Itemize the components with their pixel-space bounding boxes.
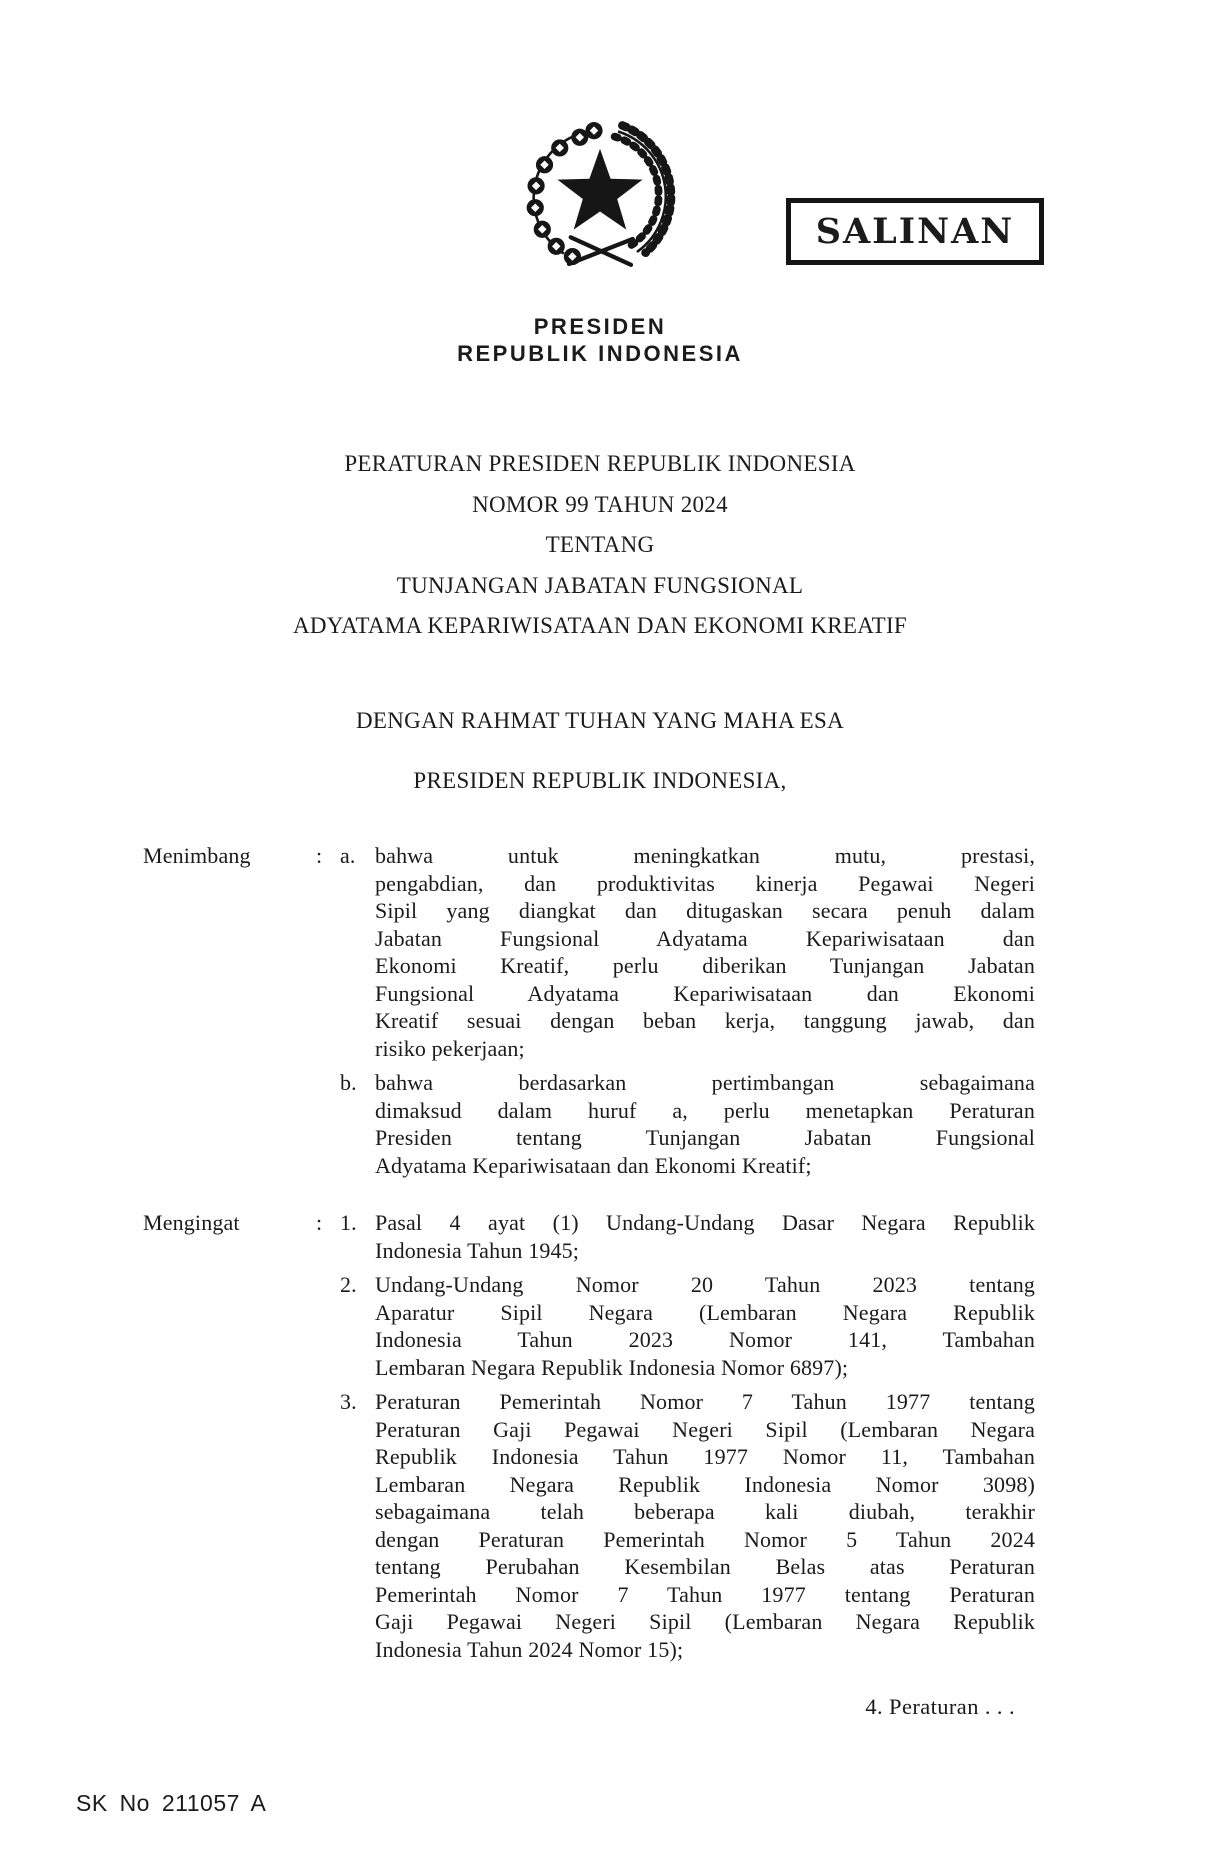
mengingat-label: Mengingat	[143, 1210, 240, 1235]
text-line: Ekonomi Kreatif, perlu diberikan Tunjangan Jabatan	[375, 953, 1035, 978]
text-line: dengan Peraturan Pemerintah Nomor 5 Tahun 2024	[375, 1526, 1035, 1552]
state-emblem-icon	[514, 116, 686, 281]
mengingat-colon: :	[316, 1210, 323, 1235]
text-line: Adyatama Kepariwisataan dan Ekonomi Kreatif;	[375, 1152, 812, 1178]
text-line: Indonesia Tahun 1945;	[375, 1237, 580, 1263]
text-line: Lembaran Negara Republik Indonesia Nomor 6897);	[375, 1354, 849, 1380]
enacting-authority: PRESIDEN REPUBLIK INDONESIA,	[413, 768, 787, 793]
menimbang-section	[143, 842, 1035, 1179]
mengingat-section	[143, 1209, 1035, 1663]
item-text	[375, 842, 1035, 1062]
item-text	[375, 1388, 1035, 1663]
text-line: Pemerintah Nomor 7 Tahun 1977 tentang Peraturan	[375, 1581, 1035, 1607]
letterhead	[457, 313, 743, 367]
item-marker: b.	[340, 1070, 357, 1095]
legal-basis-item	[340, 1271, 1035, 1381]
item-text	[375, 1209, 1035, 1264]
text-line: Presiden tentang Tunjangan Jabatan Fungsional	[375, 1125, 1035, 1150]
text-line: pengabdian, dan produktivitas kinerja Pegawai Negeri	[375, 870, 1035, 896]
item-marker: 1.	[340, 1210, 357, 1235]
text-line: dimaksud dalam huruf a, perlu menetapkan Peraturan	[375, 1097, 1035, 1123]
text-line: bahwa untuk meningkatkan mutu, prestasi,	[375, 843, 1035, 868]
text-line: Peraturan Pemerintah Nomor 7 Tahun 1977 tentang	[375, 1389, 1035, 1414]
text-line: bahwa berdasarkan pertimbangan sebagaimana	[375, 1070, 1035, 1095]
letterhead-presiden: PRESIDEN	[533, 314, 667, 339]
regulation-title-block	[100, 444, 1100, 647]
text-line: sebagaimana telah beberapa kali diubah, terakhir	[375, 1499, 1035, 1524]
text-line: Fungsional Adyatama Kepariwisataan dan Ekonomi	[375, 980, 1035, 1006]
text-line: risiko pekerjaan;	[375, 1035, 525, 1061]
menimbang-colon: :	[316, 843, 323, 868]
menimbang-items	[340, 842, 1035, 1179]
text-line: Jabatan Fungsional Adyatama Kepariwisataan dan	[375, 925, 1035, 951]
item-marker: a.	[340, 843, 356, 868]
text-line: Republik Indonesia Tahun 1977 Nomor 11, Tambahan	[375, 1444, 1035, 1469]
text-line: Kreatif sesuai dengan beban kerja, tanggung jawab, dan	[375, 1008, 1035, 1033]
text-line: Lembaran Negara Republik Indonesia Nomor 3098)	[375, 1471, 1035, 1497]
text-line: tentang Perubahan Kesembilan Belas atas Peraturan	[375, 1554, 1035, 1579]
item-marker: 3.	[340, 1389, 357, 1414]
text-line: Gaji Pegawai Negeri Sipil (Lembaran Negara Republik	[375, 1609, 1035, 1634]
text-line: Sipil yang diangkat dan ditugaskan secara penuh dalam	[375, 898, 1035, 923]
text-line: Indonesia Tahun 2024 Nomor 15);	[375, 1636, 684, 1662]
text-line: Indonesia Tahun 2023 Nomor 141, Tambahan	[375, 1327, 1035, 1352]
text-line: Pasal 4 ayat (1) Undang-Undang Dasar Negara Republik	[375, 1210, 1035, 1235]
salinan-stamp	[786, 198, 1044, 265]
item-marker: 2.	[340, 1272, 357, 1297]
letterhead-republik-indonesia: REPUBLIK INDONESIA	[457, 341, 743, 366]
legal-basis-item	[340, 1388, 1035, 1663]
menimbang-label: Menimbang	[143, 843, 251, 868]
regulation-title: PERATURAN PRESIDEN REPUBLIK INDONESIA	[344, 451, 856, 476]
star-glyph	[557, 149, 642, 230]
item-text	[375, 1271, 1035, 1381]
subject-line-1: TUNJANGAN JABATAN FUNGSIONAL	[396, 572, 804, 598]
sk-number: SK No 211057 A	[76, 1790, 267, 1816]
legal-basis-item	[340, 1209, 1035, 1264]
item-text	[375, 1069, 1035, 1179]
tentang-label: TENTANG	[545, 532, 655, 557]
text-line: Aparatur Sipil Negara (Lembaran Negara Republik	[375, 1299, 1035, 1325]
invocation: DENGAN RAHMAT TUHAN YANG MAHA ESA	[355, 708, 845, 733]
text-line: Peraturan Gaji Pegawai Negeri Sipil (Lembaran Negara	[375, 1416, 1035, 1442]
consideration-item	[340, 1069, 1035, 1179]
salinan-label: SALINAN	[815, 211, 1015, 252]
text-line: Undang-Undang Nomor 20 Tahun 2023 tentang	[375, 1272, 1035, 1297]
mengingat-items	[340, 1209, 1035, 1663]
page-catchword: 4. Peraturan . . .	[865, 1694, 1015, 1719]
subject-line-2: ADYATAMA KEPARIWISATAAN DAN EKONOMI KREATIF	[292, 613, 908, 638]
regulation-number: NOMOR 99 TAHUN 2024	[472, 491, 728, 517]
consideration-item	[340, 842, 1035, 1062]
